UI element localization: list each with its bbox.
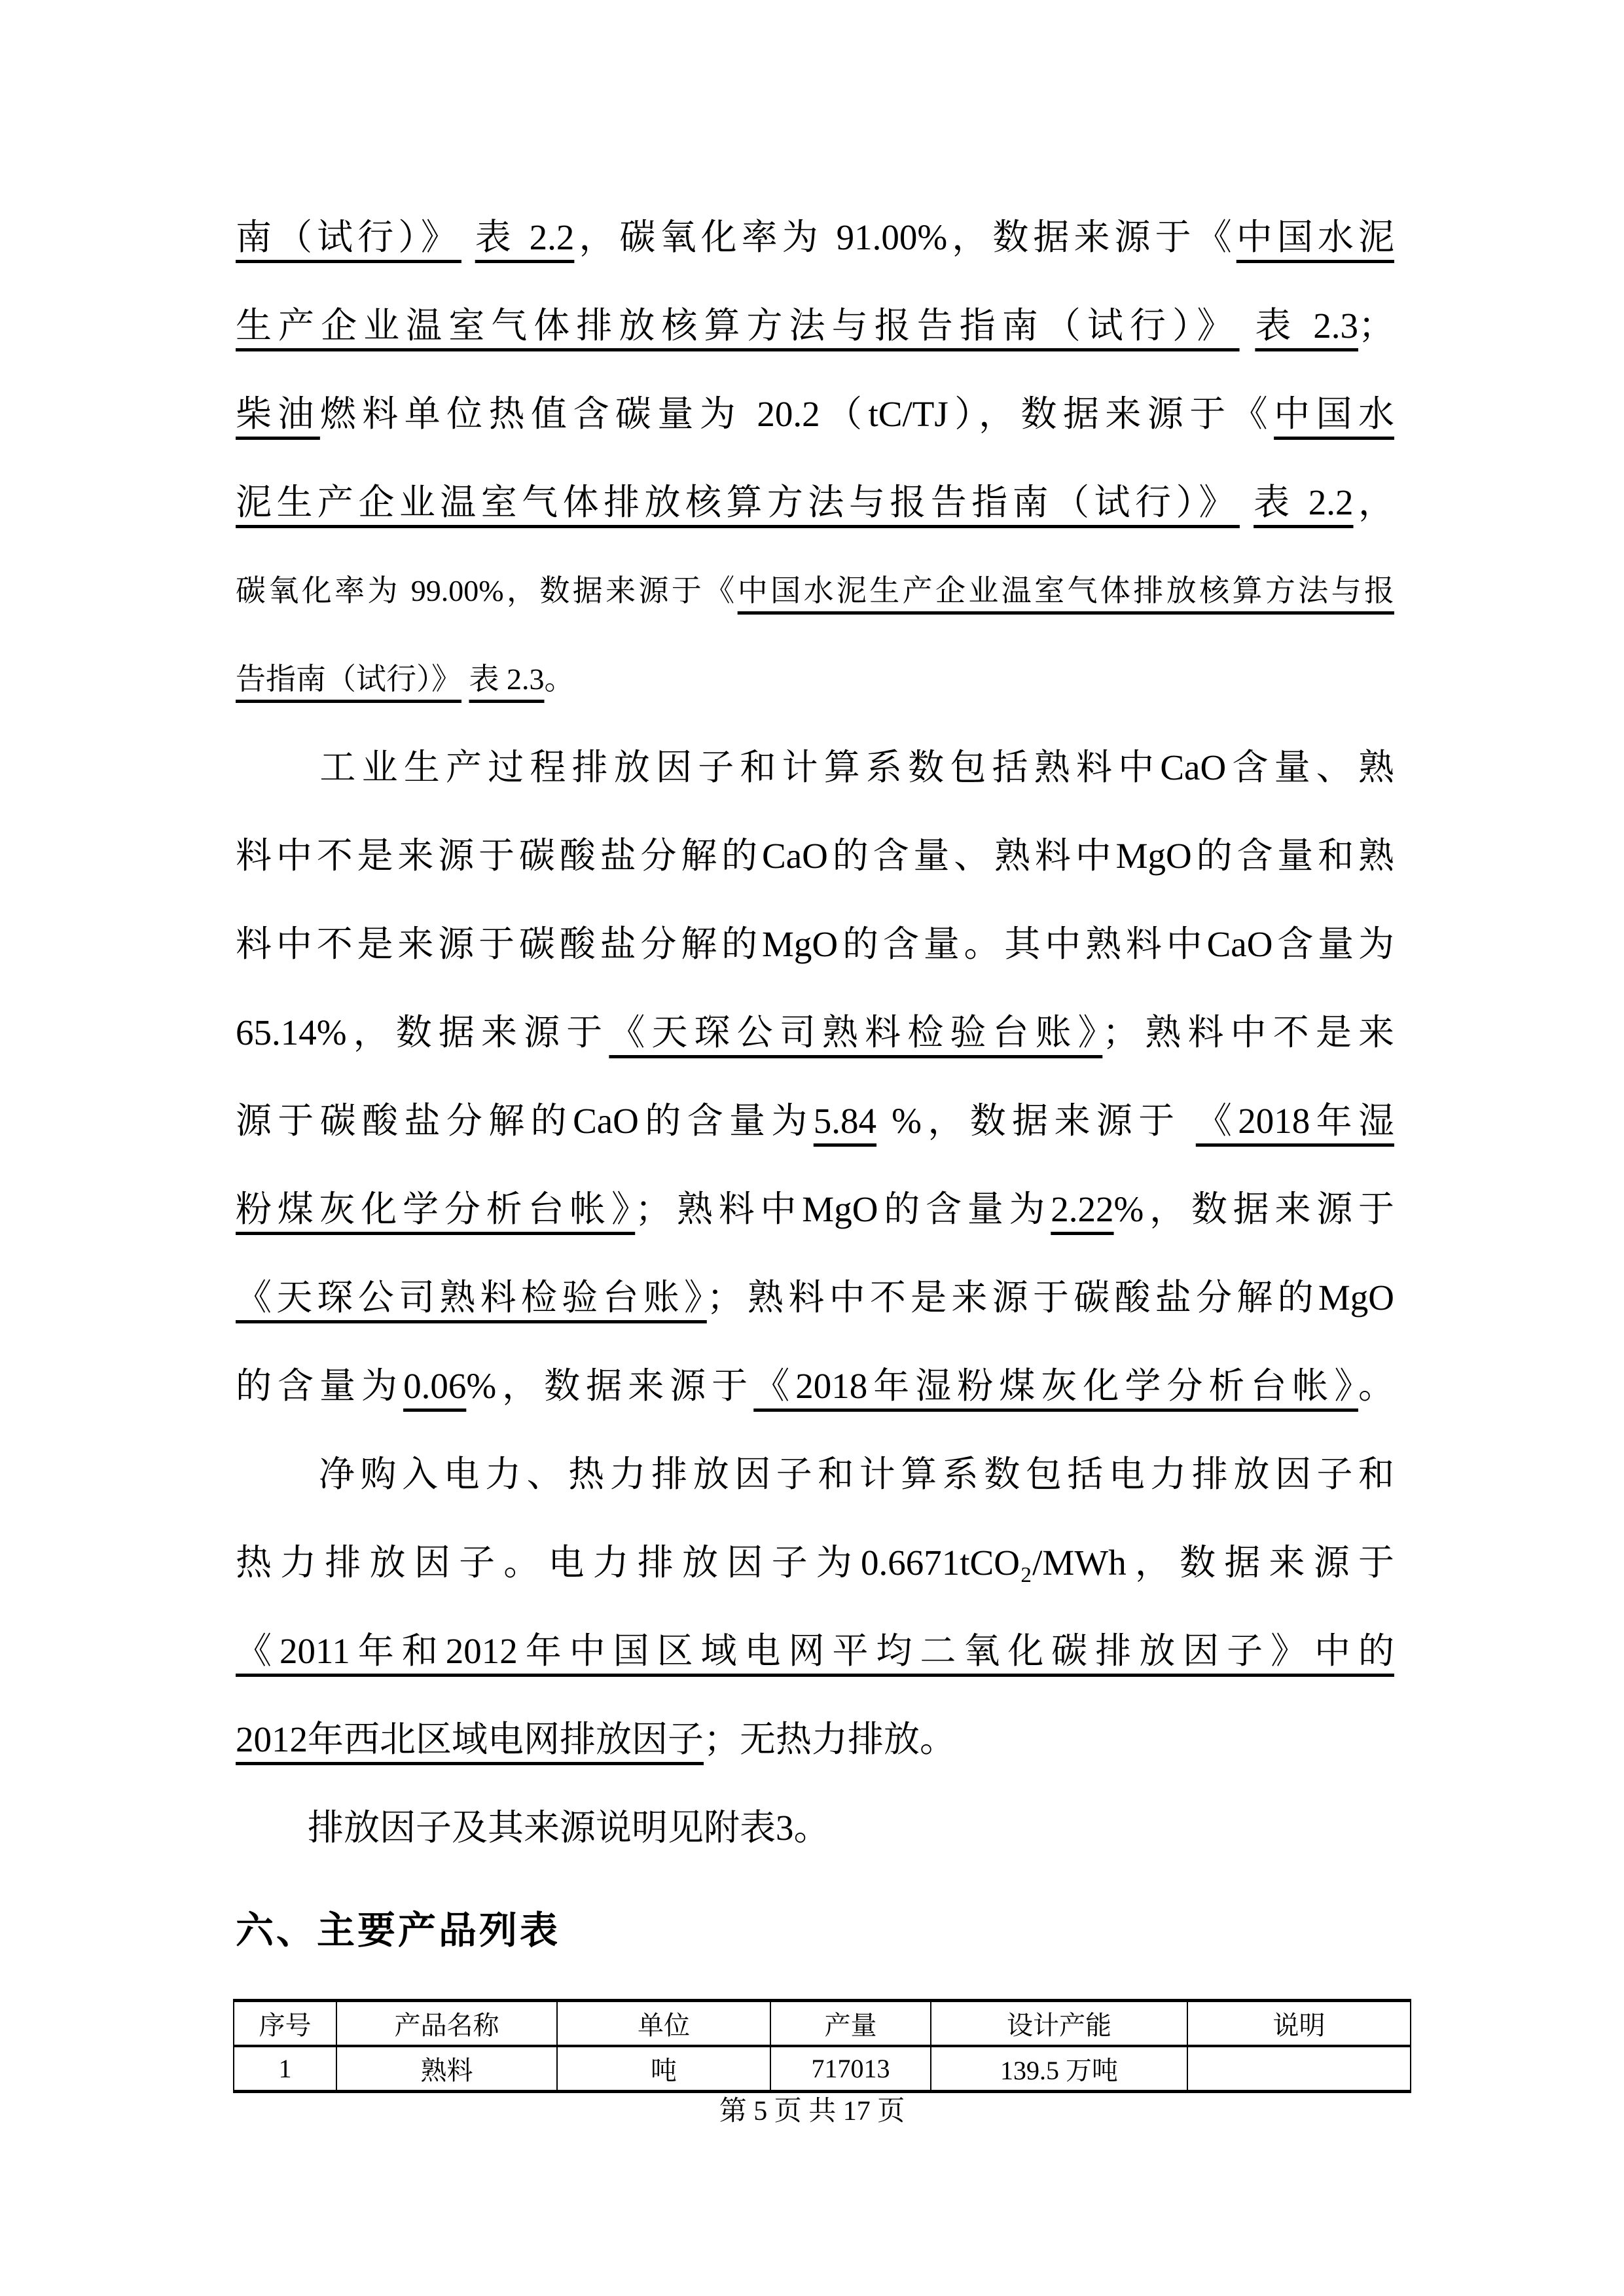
underlined-text: 表 2.3 — [469, 662, 545, 696]
text-segment — [1240, 482, 1254, 522]
text-segment — [461, 662, 469, 696]
text-segment: ，碳氧化率为 91.00%，数据来源于《 — [574, 217, 1236, 257]
underlined-text: 表 2.2 — [475, 217, 575, 257]
text-segment: 净购入电力、热力排放因子和计算系数包括电力排放因子和 — [236, 1454, 1394, 1494]
paragraph-4 — [236, 1784, 1394, 1872]
underlined-text: 《2018年湿粉煤灰化学分析台帐》 — [753, 1366, 1358, 1406]
text-line — [236, 1430, 1394, 1518]
text-segment: 的含量为 — [236, 1366, 404, 1406]
text-line — [236, 458, 1394, 547]
text-line — [236, 1077, 1394, 1165]
text-line — [236, 1784, 1394, 1872]
text-block — [236, 193, 1394, 1872]
underlined-text: 0.06 — [403, 1366, 467, 1406]
text-segment: 碳氧化率为 99.00%，数据来源于《 — [236, 574, 738, 607]
text-line — [236, 1253, 1394, 1342]
text-line — [236, 812, 1394, 900]
text-segment: %，数据来源于 — [876, 1101, 1196, 1141]
cell-design-capacity: 139.5 万吨 — [931, 2046, 1187, 2092]
text-line — [236, 1165, 1394, 1253]
text-line — [236, 1342, 1394, 1430]
text-line — [236, 193, 1394, 281]
text-segment: ；熟料中不是来源于碳酸盐分解的MgO — [706, 1278, 1394, 1318]
underlined-text: 生产企业温室气体排放核算方法与报告指南（试行）》 — [236, 306, 1240, 346]
text-line — [236, 723, 1394, 812]
products-table — [233, 1999, 1411, 2093]
underlined-text: 2.22 — [1051, 1189, 1114, 1229]
text-segment: ；熟料中不是来 — [1102, 1013, 1394, 1052]
text-line — [236, 281, 1394, 370]
text-segment — [1240, 306, 1255, 346]
text-line — [236, 1607, 1394, 1695]
underlined-text: 表 2.3 — [1255, 306, 1358, 346]
underlined-text: 粉煤灰化学分析台帐》 — [236, 1189, 636, 1229]
underlined-text: 中国水泥生产企业温室气体排放核算方法与报 — [737, 574, 1394, 607]
underlined-text: 《2011年和2012年中国区域电网平均二氧化碳排放因子》中的 — [236, 1631, 1394, 1671]
underlined-text: 表 2.2 — [1254, 482, 1354, 522]
text-line — [236, 1518, 1394, 1607]
cell-output: 717013 — [770, 2046, 931, 2092]
text-segment: 源于碳酸盐分解的CaO的含量为 — [236, 1101, 814, 1141]
underlined-text: 《天琛公司熟料检验台账》 — [236, 1278, 707, 1318]
cell-remark — [1187, 2046, 1411, 2092]
page-footer: 第 5 页 共 17 页 — [719, 2096, 905, 2126]
table-header-row — [234, 2001, 1411, 2046]
text-segment: 。 — [544, 662, 575, 696]
underlined-text: 柴油 — [236, 394, 320, 434]
text-line — [236, 635, 1394, 723]
text-line — [236, 370, 1394, 458]
text-segment: 。 — [1358, 1366, 1394, 1406]
underlined-text: 告指南（试行）》 — [236, 662, 461, 696]
paragraph-1 — [236, 193, 1394, 723]
paragraph-3 — [236, 1430, 1394, 1784]
text-line — [236, 547, 1394, 635]
text-segment: 料中不是来源于碳酸盐分解的CaO的含量、熟料中MgO的含量和熟 — [236, 836, 1394, 876]
cell-index: 1 — [234, 2046, 336, 2092]
header-cell-design-capacity: 设计产能 — [931, 2001, 1187, 2046]
underlined-text: 2012年西北区域电网排放因子 — [236, 1719, 704, 1759]
cell-unit: 吨 — [557, 2046, 770, 2092]
text-segment: 排放因子及其来源说明见附表3。 — [236, 1808, 830, 1848]
text-line — [236, 1695, 1394, 1784]
header-cell-output: 产量 — [770, 2001, 931, 2046]
underlined-text: 泥生产企业温室气体排放核算方法与报告指南（试行）》 — [236, 482, 1240, 522]
cell-product-name: 熟料 — [336, 2046, 557, 2092]
text-segment: ， — [1353, 482, 1394, 522]
text-segment: ； — [1358, 306, 1394, 346]
table-row — [234, 2046, 1411, 2092]
section-heading: 六、主要产品列表 — [236, 1909, 561, 1952]
text-line — [236, 900, 1394, 988]
header-cell-product-name: 产品名称 — [336, 2001, 557, 2046]
header-cell-unit: 单位 — [557, 2001, 770, 2046]
text-segment: 65.14%，数据来源于 — [236, 1013, 609, 1052]
text-segment: %，数据来源于 — [1113, 1189, 1394, 1229]
text-segment: ；熟料中MgO的含量为 — [635, 1189, 1051, 1229]
text-segment: 工业生产过程排放因子和计算系数包括熟料中CaO含量、熟 — [236, 747, 1394, 787]
text-segment: 料中不是来源于碳酸盐分解的MgO的含量。其中熟料中CaO含量为 — [236, 924, 1394, 964]
header-cell-index: 序号 — [234, 2001, 336, 2046]
underlined-text: 中国水泥 — [1236, 217, 1394, 257]
underlined-text: 5.84 — [813, 1101, 877, 1141]
underlined-text: 南（试行）》 — [236, 217, 461, 257]
underlined-text: 中国水 — [1274, 394, 1394, 434]
text-segment: 燃料单位热值含碳量为 20.2（tC/TJ），数据来源于《 — [319, 394, 1274, 434]
text-line — [236, 988, 1394, 1077]
text-segment: ；无热力排放。 — [704, 1719, 956, 1759]
header-cell-remark: 说明 — [1187, 2001, 1411, 2046]
text-segment — [461, 217, 475, 257]
paragraph-2 — [236, 723, 1394, 1430]
underlined-text: 《2018年湿 — [1195, 1101, 1394, 1141]
text-segment: 热力排放因子。电力排放因子为0.6671tCO₂/MWh，数据来源于 — [236, 1543, 1394, 1583]
text-segment: %，数据来源于 — [466, 1366, 754, 1406]
underlined-text: 《天琛公司熟料检验台账》 — [609, 1013, 1103, 1052]
